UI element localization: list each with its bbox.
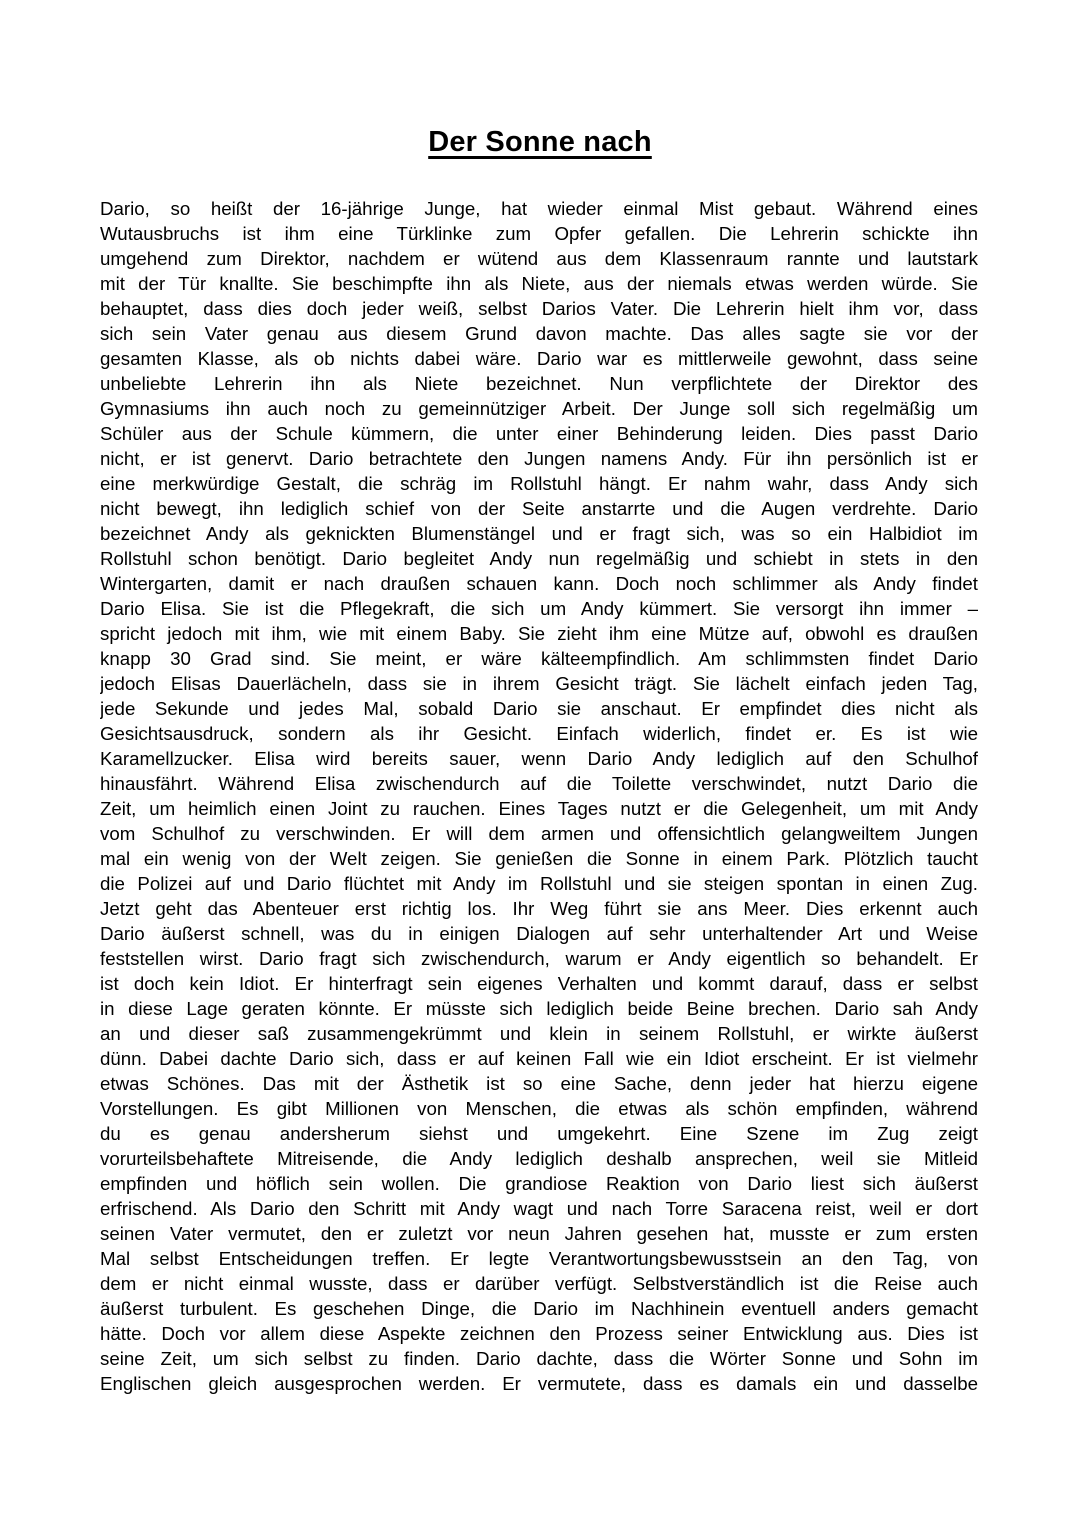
- text-line: dünn. Dabei dachte Dario sich, dass er auf keinen Fall wie ein Idiot erscheint. Er ist vielmehr: [100, 1048, 978, 1069]
- text-line: Dario äußerst schnell, was du in einigen Dialogen auf sehr unterhaltender Art und Weise: [100, 923, 978, 944]
- text-line: Rollstuhl schon benötigt. Dario begleitet Andy nun regelmäßig und schiebt in stets in den: [100, 548, 978, 569]
- text-line: Wintergarten, damit er nach draußen schauen kann. Doch noch schlimmer als Andy findet: [100, 573, 978, 594]
- text-line: seinen Vater vermutet, den er zuletzt vor neun Jahren gesehen hat, musste er zum ersten: [100, 1223, 978, 1244]
- text-line: behauptet, dass dies doch jeder weiß, selbst Darios Vater. Die Lehrerin hielt ihm vor, dass: [100, 298, 978, 319]
- text-line: jede Sekunde und jedes Mal, sobald Dario sie anschaut. Er empfindet dies nicht als: [100, 698, 978, 719]
- text-line: mit der Tür knallte. Sie beschimpfte ihn als Niete, aus der niemals etwas werden würde. Sie: [100, 273, 978, 294]
- text-line: ist doch kein Idiot. Er hinterfragt sein eigenes Verhalten und kommt darauf, dass er selbst: [100, 973, 978, 994]
- text-line: Zeit, um heimlich einen Joint zu rauchen. Eines Tages nutzt er die Gelegenheit, um mit Andy: [100, 798, 978, 819]
- text-line: vorurteilsbehaftete Mitreisende, die Andy lediglich deshalb ansprechen, weil sie Mitleid: [100, 1148, 978, 1169]
- text-line: Schüler aus der Schule kümmern, die unter einer Behinderung leiden. Dies passt Dario: [100, 423, 978, 444]
- text-line: Dario, so heißt der 16-jährige Junge, hat wieder einmal Mist gebaut. Während eines: [100, 198, 978, 219]
- text-line: nicht, er ist genervt. Dario betrachtete den Jungen namens Andy. Für ihn persönlich ist er: [100, 448, 978, 469]
- text-line: bezeichnet Andy als geknickten Blumenstängel und er fragt sich, was so ein Halbidiot im: [100, 523, 978, 544]
- text-line: feststellen wirst. Dario fragt sich zwischendurch, warum er Andy eigentlich so behandelt. Er: [100, 948, 978, 969]
- text-line: Vorstellungen. Es gibt Millionen von Menschen, die etwas als schön empfinden, während: [100, 1098, 978, 1119]
- text-line: Dario Elisa. Sie ist die Pflegekraft, die sich um Andy kümmert. Sie versorgt ihn immer –: [100, 598, 978, 619]
- text-line: unbeliebte Lehrerin ihn als Niete bezeichnet. Nun verpflichtete der Direktor des: [100, 373, 978, 394]
- text-line: erfrischend. Als Dario den Schritt mit Andy wagt und nach Torre Saracena reist, weil er dort: [100, 1198, 978, 1219]
- text-line: umgehend zum Direktor, nachdem er wütend aus dem Klassenraum rannte und lautstark: [100, 248, 978, 269]
- text-line: mal ein wenig von der Welt zeigen. Sie genießen die Sonne in einem Park. Plötzlich taucht: [100, 848, 978, 869]
- text-line: gesamten Klasse, als ob nichts dabei wäre. Dario war es mittlerweile gewohnt, dass seine: [100, 348, 978, 369]
- document-body: [100, 196, 978, 1396]
- text-line: jedoch Elisas Dauerlächeln, dass sie in ihrem Gesicht trägt. Sie lächelt einfach jeden Tag,: [100, 673, 978, 694]
- text-line: vom Schulhof zu verschwinden. Er will dem armen und offensichtlich gelangweiltem Jungen: [100, 823, 978, 844]
- text-line: dem er nicht einmal wusste, dass er darüber verfügt. Selbstverständlich ist die Reise auch: [100, 1273, 978, 1294]
- text-line: Jetzt geht das Abenteuer erst richtig los. Ihr Weg führt sie ans Meer. Dies erkennt auch: [100, 898, 978, 919]
- text-line: die Polizei auf und Dario flüchtet mit Andy im Rollstuhl und sie steigen spontan in einen Zug.: [100, 873, 978, 894]
- text-line: seine Zeit, um sich selbst zu finden. Dario dachte, dass die Wörter Sonne und Sohn im: [100, 1348, 978, 1369]
- text-line: knapp 30 Grad sind. Sie meint, er wäre kälteempfindlich. Am schlimmsten findet Dario: [100, 648, 978, 669]
- text-line: empfinden und höflich sein wollen. Die grandiose Reaktion von Dario liest sich äußerst: [100, 1173, 978, 1194]
- text-line: an und dieser saß zusammengekrümmt und klein in seinem Rollstuhl, er wirkte äußerst: [100, 1023, 978, 1044]
- text-line: du es genau andersherum siehst und umgekehrt. Eine Szene im Zug zeigt: [100, 1123, 978, 1144]
- text-line: etwas Schönes. Das mit der Ästhetik ist so eine Sache, denn jeder hat hierzu eigene: [100, 1073, 978, 1094]
- text-line: hätte. Doch vor allem diese Aspekte zeichnen den Prozess seiner Entwicklung aus. Dies ist: [100, 1323, 978, 1344]
- text-line: nicht bewegt, ihn lediglich schief von der Seite anstarrte und die Augen verdrehte. Dario: [100, 498, 978, 519]
- text-line: hinausfährt. Während Elisa zwischendurch auf die Toilette verschwindet, nutzt Dario die: [100, 773, 978, 794]
- document-title: Der Sonne nach: [428, 126, 652, 158]
- text-line: Gesichtsausdruck, sondern als ihr Gesicht. Einfach widerlich, findet er. Es ist wie: [100, 723, 978, 744]
- text-line: Mal selbst Entscheidungen treffen. Er legte Verantwortungsbewusstsein an den Tag, von: [100, 1248, 978, 1269]
- text-line: äußerst turbulent. Es geschehen Dinge, die Dario im Nachhinein eventuell anders gemacht: [100, 1298, 978, 1319]
- text-line: eine merkwürdige Gestalt, die schräg im Rollstuhl hängt. Er nahm wahr, dass Andy sich: [100, 473, 978, 494]
- text-line: Wutausbruchs ist ihm eine Türklinke zum Opfer gefallen. Die Lehrerin schickte ihn: [100, 223, 978, 244]
- text-line: sich sein Vater genau aus diesem Grund davon machte. Das alles sagte sie vor der: [100, 323, 978, 344]
- text-line: Gymnasiums ihn auch noch zu gemeinnütziger Arbeit. Der Junge soll sich regelmäßig um: [100, 398, 978, 419]
- text-line: spricht jedoch mit ihm, wie mit einem Baby. Sie zieht ihm eine Mütze auf, obwohl es draußen: [100, 623, 978, 644]
- text-line: Englischen gleich ausgesprochen werden. Er vermutete, dass es damals ein und dasselbe: [100, 1373, 978, 1394]
- text-line: in diese Lage geraten könnte. Er müsste sich lediglich beide Beine brechen. Dario sah Andy: [100, 998, 978, 1019]
- text-line: Karamellzucker. Elisa wird bereits sauer, wenn Dario Andy lediglich auf den Schulhof: [100, 748, 978, 769]
